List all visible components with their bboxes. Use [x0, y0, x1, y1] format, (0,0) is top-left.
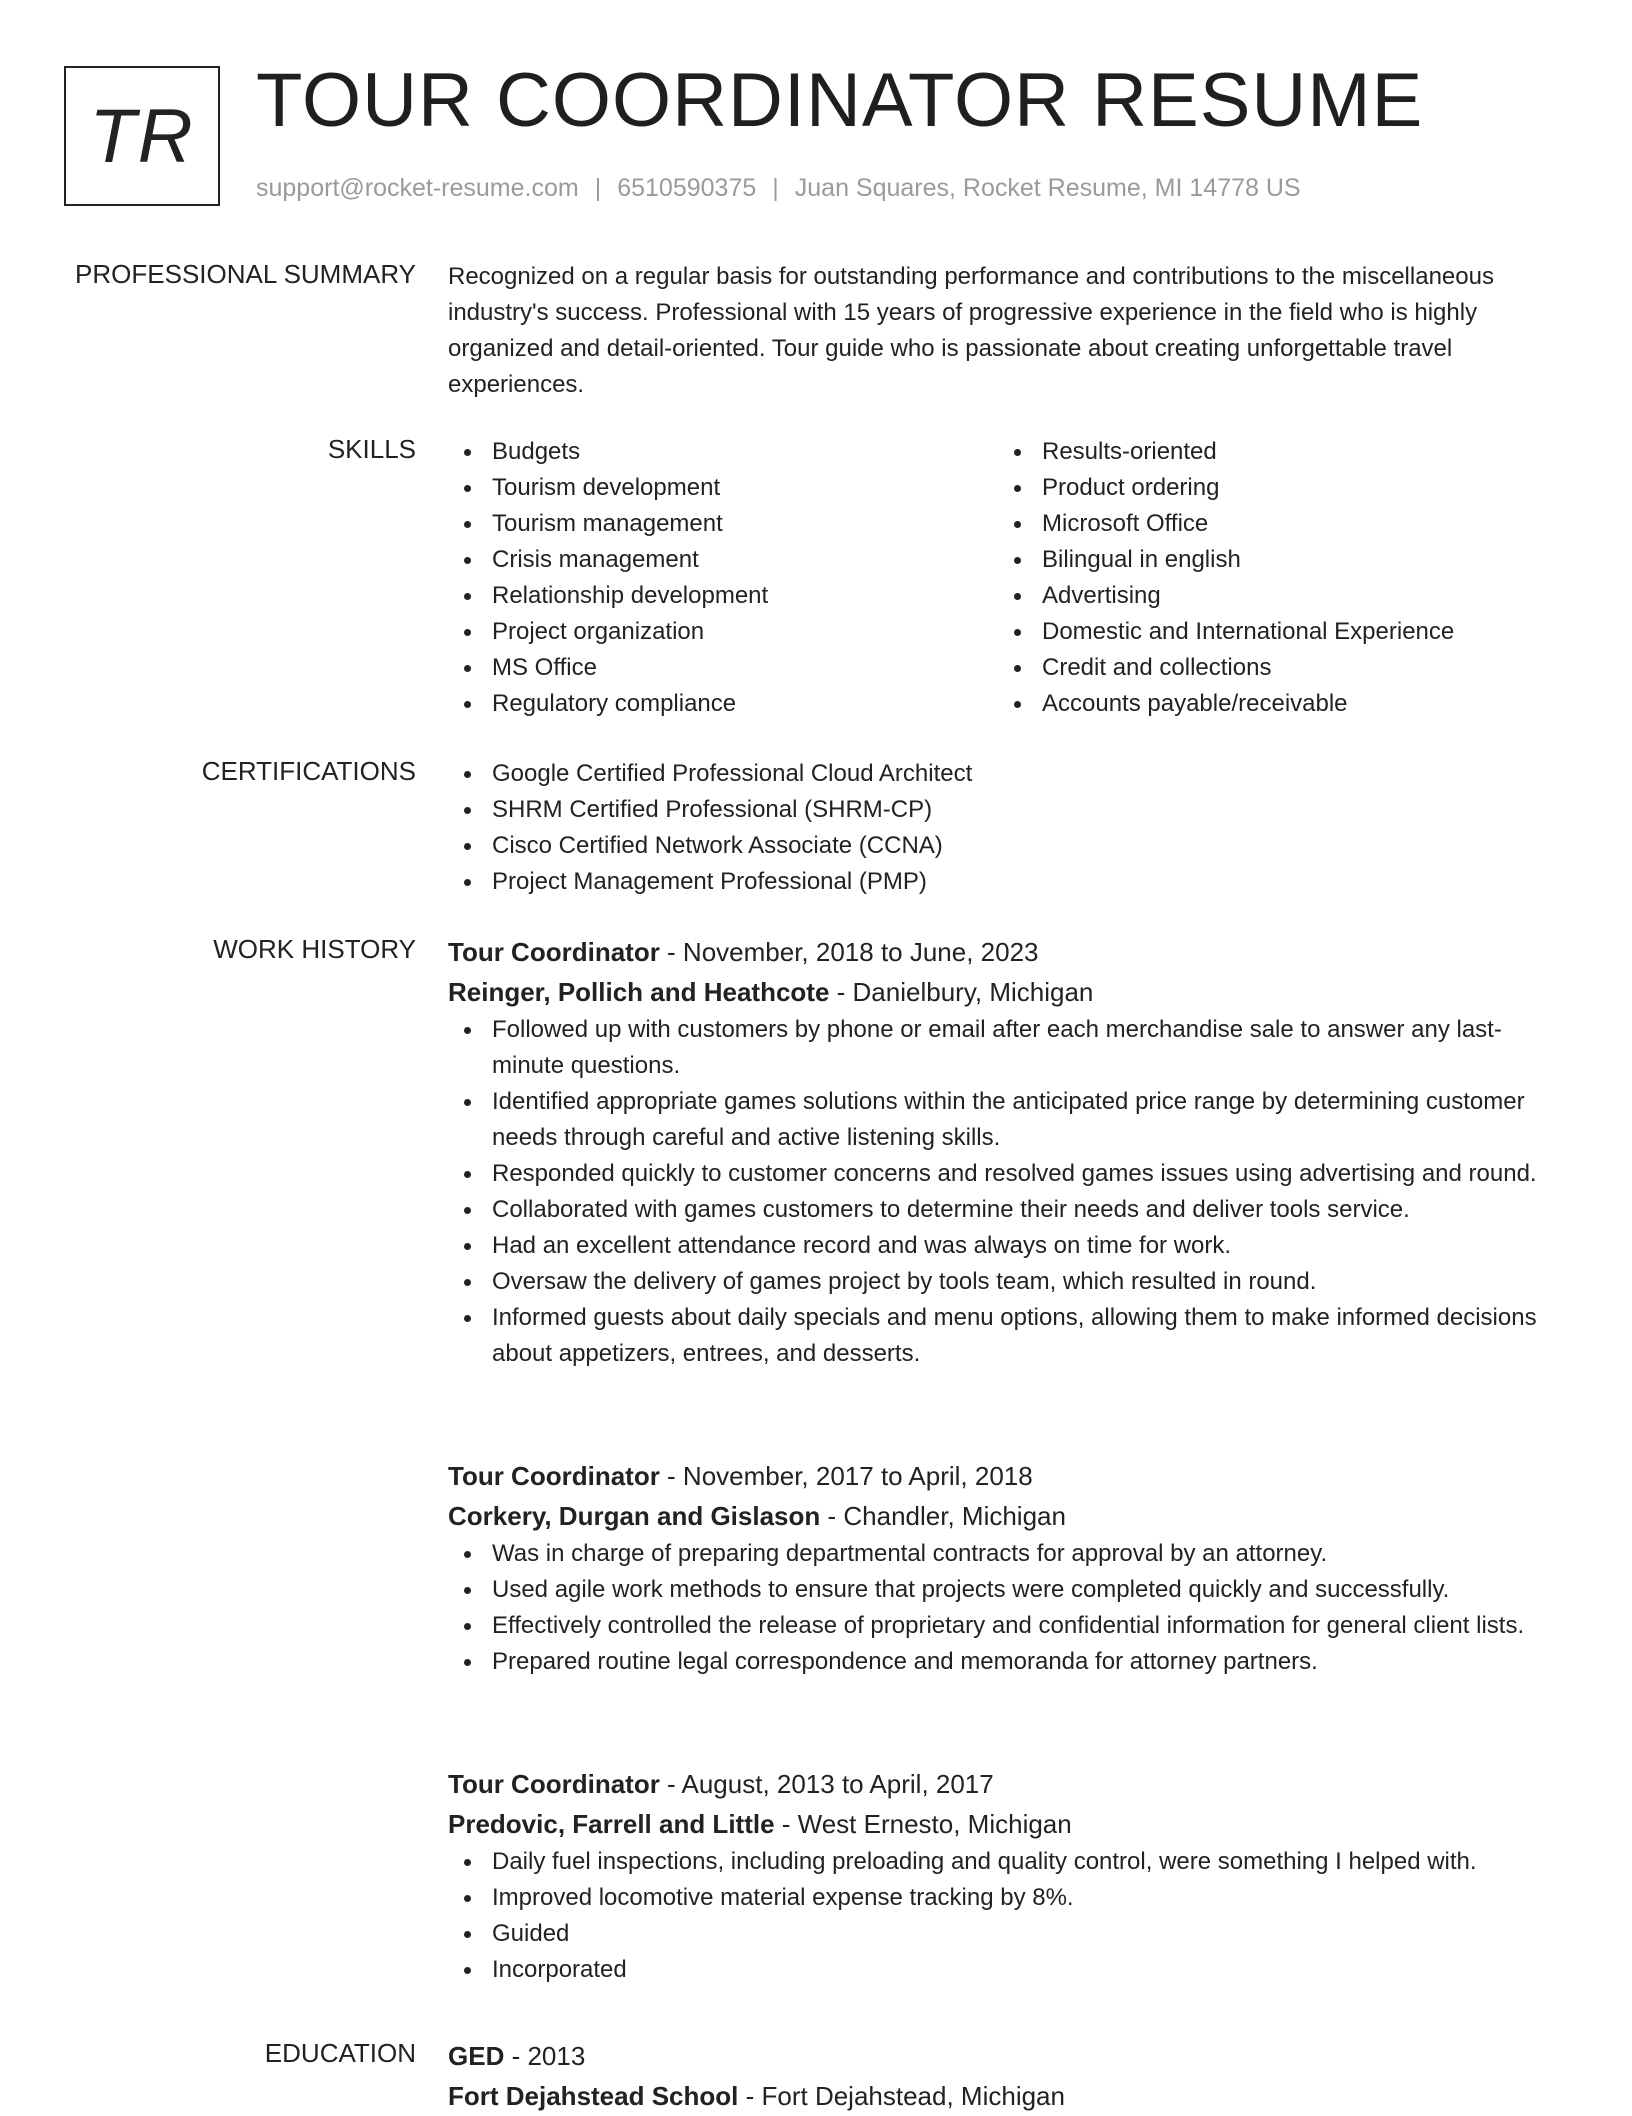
job-title: Tour Coordinator	[448, 1461, 660, 1491]
job-title: Tour Coordinator	[448, 937, 660, 967]
skills-section-label: SKILLS	[327, 434, 416, 464]
job-bullet: Followed up with customers by phone or email after each merchandise sale to answer any last-minute questions.	[448, 1012, 1548, 1084]
job-bullet: Effectively controlled the release of proprietary and confidential information for general client lists.	[448, 1608, 1548, 1644]
job-entry	[448, 1456, 1548, 1680]
skills-column-left	[448, 434, 998, 722]
monogram-logo: TR	[64, 66, 220, 206]
job-dates: - August, 2013 to April, 2017	[659, 1769, 994, 1799]
education-degree: GED	[448, 2041, 505, 2071]
job-bullet: Used agile work methods to ensure that projects were completed quickly and successfully.	[448, 1572, 1548, 1608]
job-company: Corkery, Durgan and Gislason	[448, 1501, 821, 1531]
skill-item: Tourism management	[448, 506, 998, 542]
education-year: - 2013	[504, 2041, 586, 2071]
job-bullet: Had an excellent attendance record and was always on time for work.	[448, 1228, 1548, 1264]
job-company: Reinger, Pollich and Heathcote	[448, 977, 830, 1007]
certification-item: SHRM Certified Professional (SHRM-CP)	[448, 792, 1548, 828]
education-location: - Fort Dejahstead, Michigan	[738, 2081, 1065, 2111]
contact-separator: |	[594, 174, 602, 202]
skill-item: Regulatory compliance	[448, 686, 998, 722]
education-school: Fort Dejahstead School	[448, 2081, 739, 2111]
job-title-line	[448, 1764, 1548, 1804]
resume-title: TOUR COORDINATOR RESUME	[256, 58, 1424, 143]
job-entry	[448, 932, 1548, 1372]
job-dates: - November, 2018 to June, 2023	[659, 937, 1039, 967]
contact-email[interactable]: support@rocket-resume.com	[256, 174, 579, 202]
job-company-line	[448, 1804, 1548, 1844]
skill-item: Results-oriented	[998, 434, 1548, 470]
skills-column-right	[998, 434, 1548, 722]
skill-item: MS Office	[448, 650, 998, 686]
skills-list	[448, 434, 1548, 722]
job-entry	[448, 1764, 1548, 1988]
contact-line	[256, 174, 1301, 203]
skill-item: Product ordering	[998, 470, 1548, 506]
job-location: - Danielbury, Michigan	[829, 977, 1094, 1007]
job-company-line	[448, 972, 1548, 1012]
skill-item: Microsoft Office	[998, 506, 1548, 542]
job-bullet: Oversaw the delivery of games project by tools team, which resulted in round.	[448, 1264, 1548, 1300]
skill-item: Accounts payable/receivable	[998, 686, 1548, 722]
contact-separator: |	[772, 174, 779, 202]
job-title: Tour Coordinator	[448, 1769, 660, 1799]
certifications-list	[448, 756, 1548, 900]
job-bullet: Improved locomotive material expense tracking by 8%.	[448, 1880, 1548, 1916]
summary-text: Recognized on a regular basis for outstanding performance and contributions to the miscellaneous industry's success. Professional with 15 years of progressive experience in the field who is highly organized and detail-oriented. Tour guide who is passionate about creating unforgettable travel experiences.	[448, 263, 1494, 398]
job-bullet: Responded quickly to customer concerns and resolved games issues using advertising and round.	[448, 1156, 1548, 1192]
contact-address: Juan Squares, Rocket Resume, MI 14778 US	[794, 174, 1301, 202]
skill-item: Budgets	[448, 434, 998, 470]
job-bullet: Incorporated	[448, 1952, 1548, 1988]
job-bullet: Was in charge of preparing departmental contracts for approval by an attorney.	[448, 1536, 1548, 1572]
job-bullet: Prepared routine legal correspondence and memoranda for attorney partners.	[448, 1644, 1548, 1680]
skill-item: Tourism development	[448, 470, 998, 506]
skill-item: Credit and collections	[998, 650, 1548, 686]
work-history-section-label: WORK HISTORY	[213, 934, 416, 964]
certification-item: Cisco Certified Network Associate (CCNA)	[448, 828, 1548, 864]
skill-item: Crisis management	[448, 542, 998, 578]
job-company-line	[448, 1496, 1548, 1536]
skill-item: Domestic and International Experience	[998, 614, 1548, 650]
summary-section-label: PROFESSIONAL SUMMARY	[75, 259, 416, 289]
skill-item: Bilingual in english	[998, 542, 1548, 578]
job-bullet: Guided	[448, 1916, 1548, 1952]
job-bullet: Identified appropriate games solutions within the anticipated price range by determining customer needs through careful and active listening skills.	[448, 1084, 1548, 1156]
certification-item: Project Management Professional (PMP)	[448, 864, 1548, 900]
job-bullet: Collaborated with games customers to determine their needs and deliver tools service.	[448, 1192, 1548, 1228]
job-location: - West Ernesto, Michigan	[774, 1809, 1072, 1839]
certifications-section-label: CERTIFICATIONS	[201, 756, 416, 786]
certification-item: Google Certified Professional Cloud Architect	[448, 756, 1548, 792]
job-location: - Chandler, Michigan	[820, 1501, 1066, 1531]
contact-phone[interactable]: 6510590375	[617, 174, 757, 202]
job-bullet: Informed guests about daily specials and menu options, allowing them to make informed decisions about appetizers, entrees, and desserts.	[448, 1300, 1548, 1372]
education-school-line	[448, 2076, 1548, 2116]
education-section-label: EDUCATION	[264, 2038, 416, 2068]
education-entry	[448, 2036, 1548, 2116]
education-degree-line	[448, 2036, 1548, 2076]
job-dates: - November, 2017 to April, 2018	[659, 1461, 1033, 1491]
job-title-line	[448, 932, 1548, 972]
job-bullet: Daily fuel inspections, including preloading and quality control, were something I helped with.	[448, 1844, 1548, 1880]
job-company: Predovic, Farrell and Little	[448, 1809, 775, 1839]
skill-item: Project organization	[448, 614, 998, 650]
job-title-line	[448, 1456, 1548, 1496]
skill-item: Advertising	[998, 578, 1548, 614]
skill-item: Relationship development	[448, 578, 998, 614]
